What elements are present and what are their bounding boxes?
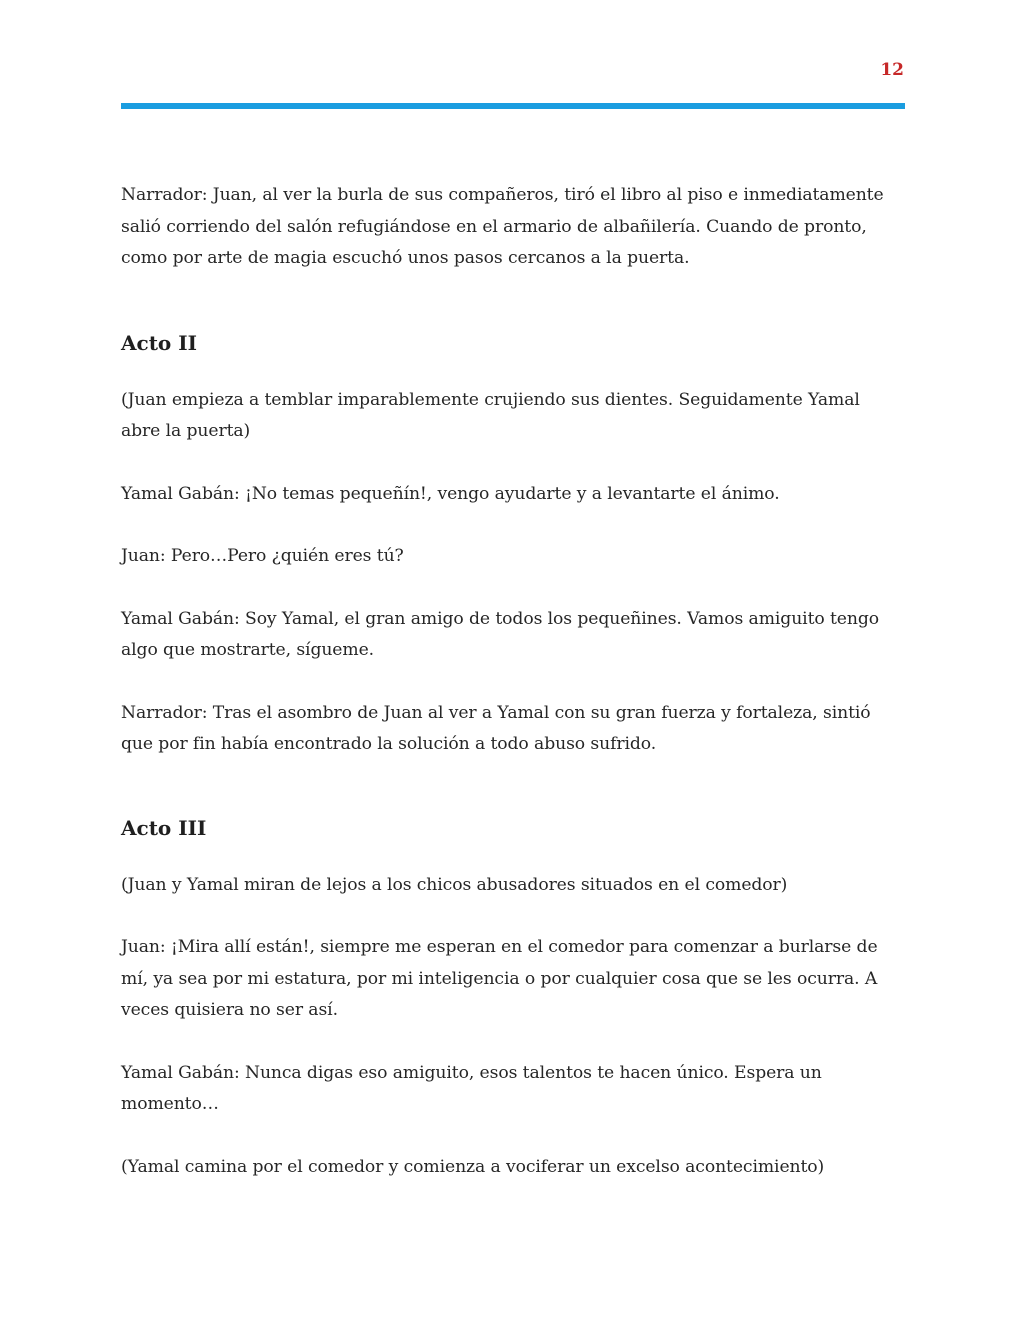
header-divider <box>121 103 905 109</box>
yamal-line-2: Yamal Gabán: Soy Yamal, el gran amigo de todos los pequeñines. Vamos amiguito tengo algo que mostrarte, sígueme. <box>121 608 879 660</box>
stage-direction-1: (Juan empieza a temblar imparablemente crujiendo sus dientes. Seguidamente Yamal abre la puerta) <box>121 389 860 441</box>
document-body <box>121 180 911 1183</box>
act-2-heading: Acto II <box>121 330 197 355</box>
page-number: 12 <box>880 60 904 80</box>
juan-line-1: Juan: Pero…Pero ¿quién eres tú? <box>121 546 404 566</box>
narrator-paragraph-2: Narrador: Tras el asombro de Juan al ver a Yamal con su gran fuerza y fortaleza, sintió que por fin había encontrado la solución a todo abuso sufrido. <box>121 702 871 754</box>
narrator-paragraph-1: Narrador: Juan, al ver la burla de sus compañeros, tiró el libro al piso e inmediatamente salió corriendo del salón refugiándose en el armario de albañilería. Cuando de pronto, como por arte de magia escuchó unos pasos cercanos a la puerta. <box>121 185 884 268</box>
yamal-line-1: Yamal Gabán: ¡No temas pequeñín!, vengo ayudarte y a levantarte el ánimo. <box>121 483 780 504</box>
stage-direction-2: (Juan y Yamal miran de lejos a los chicos abusadores situados en el comedor) <box>121 874 788 895</box>
juan-line-2: Juan: ¡Mira allí están!, siempre me esperan en el comedor para comenzar a burlarse de mí, ya sea por mi estatura, por mi inteligencia o por cualquier cosa que se les ocurra. A veces quisiera no ser así. <box>121 937 878 1020</box>
yamal-line-3: Yamal Gabán: Nunca digas eso amiguito, esos talentos te hacen único. Espera un momento… <box>121 1062 822 1114</box>
act-3-heading: Acto III <box>121 815 207 840</box>
stage-direction-3: (Yamal camina por el comedor y comienza a vociferar un excelso acontecimiento) <box>121 1156 825 1177</box>
